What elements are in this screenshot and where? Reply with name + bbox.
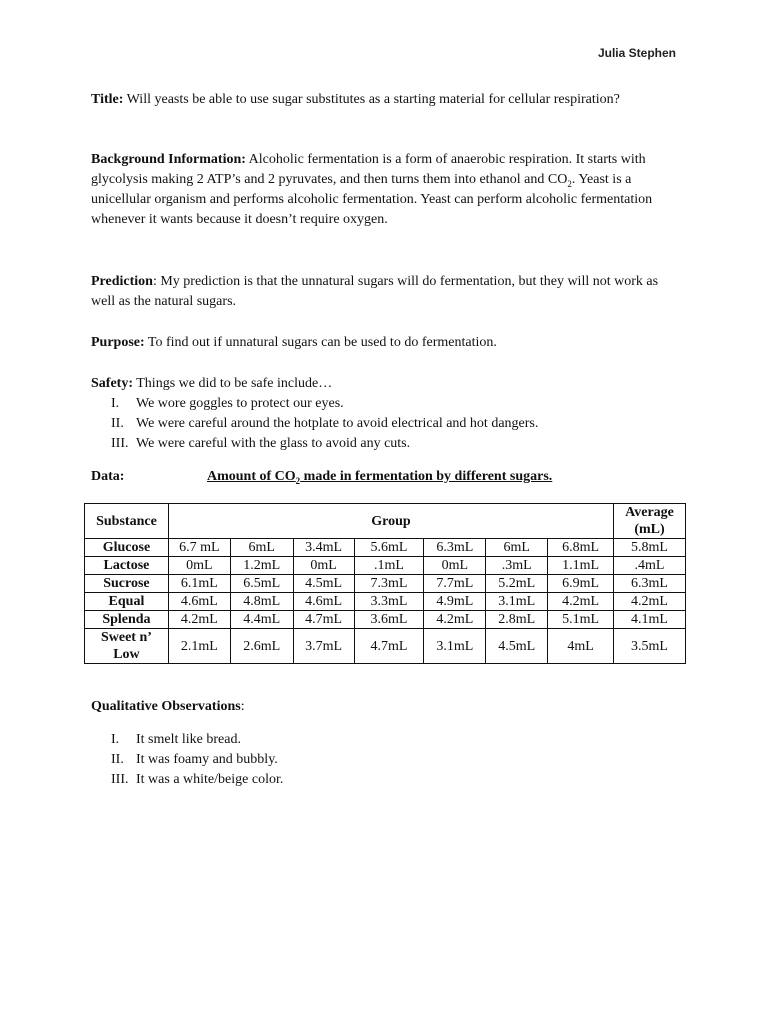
list-number: I.: [111, 732, 120, 747]
group-value-cell: 4.2mL: [548, 593, 614, 611]
title-section: [91, 90, 681, 110]
qualitative-list: [91, 730, 681, 790]
group-value-cell: 2.1mL: [168, 629, 230, 664]
group-value-cell: 4.2mL: [424, 611, 486, 629]
group-value-cell: 3.7mL: [293, 629, 354, 664]
group-value-cell: 6.5mL: [230, 575, 293, 593]
group-value-cell: 3.1mL: [424, 629, 486, 664]
table-row: [85, 539, 686, 557]
group-value-cell: 6mL: [230, 539, 293, 557]
list-item: [91, 434, 681, 454]
group-value-cell: 6.9mL: [548, 575, 614, 593]
data-label-text: Data: [91, 469, 120, 484]
group-value-cell: 4.6mL: [293, 593, 354, 611]
title-label: Title:: [91, 92, 124, 107]
purpose-label: Purpose:: [91, 335, 145, 350]
qualitative-label-colon: :: [240, 699, 245, 714]
substance-name-cell: Sweet n’ Low: [85, 629, 169, 664]
table-row: [85, 611, 686, 629]
average-value-cell: 4.2mL: [614, 593, 686, 611]
table-row: [85, 557, 686, 575]
header-group: Group: [168, 504, 613, 539]
qualitative-label-text: Qualitative Observations: [91, 699, 241, 714]
data-label: [91, 467, 124, 487]
safety-label: Safety:: [91, 376, 133, 391]
group-value-cell: 2.8mL: [486, 611, 548, 629]
group-value-cell: 4.7mL: [293, 611, 354, 629]
substance-name-cell: Splenda: [85, 611, 169, 629]
list-number: I.: [111, 396, 120, 411]
group-value-cell: 3.1mL: [486, 593, 548, 611]
group-value-cell: 4.4mL: [230, 611, 293, 629]
group-value-cell: 0mL: [168, 557, 230, 575]
list-number: III.: [111, 772, 129, 787]
caption-part1: Amount of CO: [207, 469, 296, 484]
group-value-cell: 6.8mL: [548, 539, 614, 557]
list-text: We were careful with the glass to avoid any cuts.: [136, 436, 411, 451]
prediction-label: Prediction: [91, 274, 153, 289]
group-value-cell: 4.8mL: [230, 593, 293, 611]
average-value-cell: 4.1mL: [614, 611, 686, 629]
prediction-section: [91, 272, 681, 312]
list-text: It was a white/beige color.: [136, 772, 284, 787]
table-header-row: [85, 504, 686, 539]
caption-co2-subscript: 2: [295, 475, 301, 486]
group-value-cell: .1mL: [354, 557, 424, 575]
list-item: [91, 730, 681, 750]
data-label-colon: :: [119, 469, 125, 484]
group-value-cell: 3.6mL: [354, 611, 424, 629]
group-value-cell: 6mL: [486, 539, 548, 557]
list-number: II.: [111, 416, 124, 431]
group-value-cell: 4.9mL: [424, 593, 486, 611]
group-value-cell: 3.3mL: [354, 593, 424, 611]
list-text: We were careful around the hotplate to avoid electrical and hot dangers.: [136, 416, 539, 431]
substance-name-cell: Equal: [85, 593, 169, 611]
group-value-cell: .3mL: [486, 557, 548, 575]
group-value-cell: 7.3mL: [354, 575, 424, 593]
list-item: [91, 414, 681, 434]
average-value-cell: 6.3mL: [614, 575, 686, 593]
list-item: [91, 394, 681, 414]
group-value-cell: 6.1mL: [168, 575, 230, 593]
group-value-cell: 6.7 mL: [168, 539, 230, 557]
group-value-cell: 7.7mL: [424, 575, 486, 593]
group-value-cell: 1.1mL: [548, 557, 614, 575]
list-number: III.: [111, 436, 129, 451]
list-item: [91, 770, 681, 790]
group-value-cell: 1.2mL: [230, 557, 293, 575]
qualitative-label: [91, 697, 245, 717]
title-text: Will yeasts be able to use sugar substitutes as a starting material for cellular respiration?: [123, 92, 620, 107]
background-co2-subscript: 2: [567, 178, 572, 189]
average-value-cell: 5.8mL: [614, 539, 686, 557]
safety-intro-line: [91, 374, 681, 394]
table-row: [85, 629, 686, 664]
fermentation-data-table: [84, 503, 686, 664]
background-text-part1: Alcoholic fermentation is a form of anaerobic respiration. It starts with glycolysis making 2 ATP’s and 2 pyruvates, and then turns them into ethanol and CO: [91, 152, 646, 187]
qualitative-section: [91, 730, 681, 790]
group-value-cell: 4.5mL: [293, 575, 354, 593]
group-value-cell: 4.7mL: [354, 629, 424, 664]
group-value-cell: 6.3mL: [424, 539, 486, 557]
list-item: [91, 750, 681, 770]
background-section: [91, 150, 681, 230]
group-value-cell: 0mL: [293, 557, 354, 575]
substance-name-cell: Sucrose: [85, 575, 169, 593]
group-value-cell: 4mL: [548, 629, 614, 664]
data-heading: [91, 467, 691, 487]
substance-name-cell: Lactose: [85, 557, 169, 575]
prediction-text: : My prediction is that the unnatural sugars will do fermentation, but they will not work as well as the natural sugars.: [91, 274, 659, 309]
substance-name-cell: Glucose: [85, 539, 169, 557]
group-value-cell: 5.2mL: [486, 575, 548, 593]
table-body: [85, 539, 686, 664]
table-row: [85, 593, 686, 611]
group-value-cell: 4.2mL: [168, 611, 230, 629]
author-name: Julia Stephen: [597, 46, 676, 60]
safety-section: [91, 374, 681, 454]
group-value-cell: 3.4mL: [293, 539, 354, 557]
table-row: [85, 575, 686, 593]
list-text: It was foamy and bubbly.: [136, 752, 278, 767]
list-text: We wore goggles to protect our eyes.: [136, 396, 344, 411]
group-value-cell: 4.5mL: [486, 629, 548, 664]
group-value-cell: 0mL: [424, 557, 486, 575]
average-value-cell: 3.5mL: [614, 629, 686, 664]
background-label: Background Information:: [91, 152, 246, 167]
safety-list: [91, 394, 681, 454]
purpose-section: [91, 333, 681, 353]
purpose-text: To find out if unnatural sugars can be used to do fermentation.: [144, 335, 497, 350]
group-value-cell: 4.6mL: [168, 593, 230, 611]
average-value-cell: .4mL: [614, 557, 686, 575]
group-value-cell: 2.6mL: [230, 629, 293, 664]
table-caption: [207, 467, 552, 487]
safety-intro: Things we did to be safe include…: [133, 376, 333, 391]
header-average: Average (mL): [614, 504, 686, 539]
header-substance: Substance: [85, 504, 169, 539]
caption-part2: made in fermentation by different sugars.: [300, 469, 553, 484]
list-text: It smelt like bread.: [136, 732, 241, 747]
list-number: II.: [111, 752, 124, 767]
group-value-cell: 5.1mL: [548, 611, 614, 629]
background-text-part2: . Yeast is a unicellular organism and performs alcoholic fermentation. Yeast can perform alcoholic fermentation whenever it wants because it doesn’t require oxygen.: [91, 172, 653, 227]
group-value-cell: 5.6mL: [354, 539, 424, 557]
